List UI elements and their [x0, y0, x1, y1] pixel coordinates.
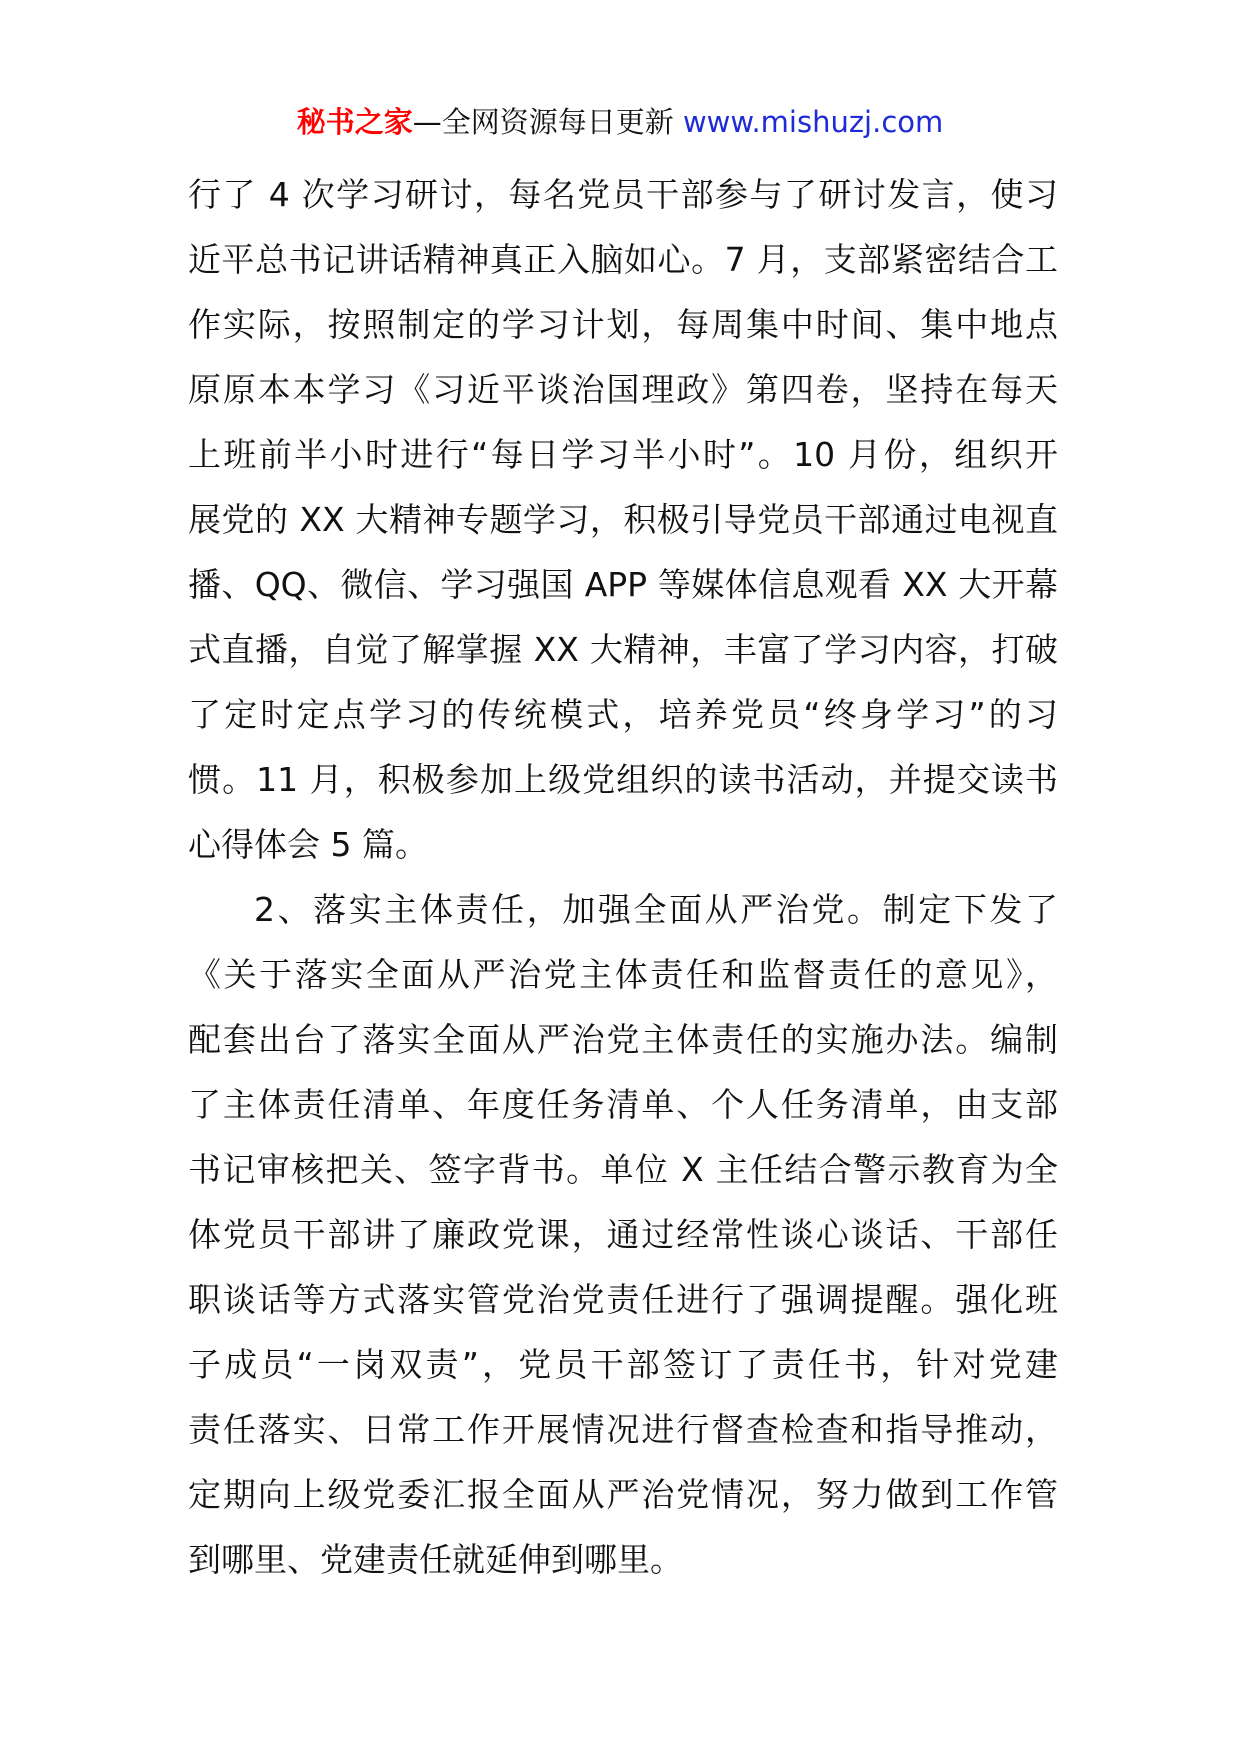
text-line: 配套出台了落实全面从严治党主体责任的实施办法。编制: [188, 1020, 1058, 1059]
site-header: [0, 100, 1240, 144]
text-line: 式直播，自觉了解掌握 XX 大精神，丰富了学习内容，打破: [188, 630, 1058, 669]
text-line: 定期向上级党委汇报全面从严治党情况，努力做到工作管: [188, 1475, 1058, 1514]
text-line-indented: 2、落实主体责任，加强全面从严治党。制定下发了: [254, 890, 1058, 929]
text-line: 作实际，按照制定的学习计划，每周集中时间、集中地点: [188, 305, 1058, 344]
text-line-last: 心得体会 5 篇。: [188, 825, 428, 864]
text-line: 行了 4 次学习研讨，每名党员干部参与了研讨发言，使习: [188, 175, 1058, 214]
text-line: 责任落实、日常工作开展情况进行督查检查和指导推动，: [188, 1410, 1058, 1449]
text-line: 上班前半小时进行“每日学习半小时”。10 月份，组织开: [188, 435, 1058, 474]
paragraph-1: [188, 162, 1058, 877]
site-url-link[interactable]: www.mishuzj.com: [682, 105, 944, 139]
text-line: 职谈话等方式落实管党治党责任进行了强调提醒。强化班: [188, 1280, 1058, 1319]
text-line: 展党的 XX 大精神专题学习，积极引导党员干部通过电视直: [188, 500, 1058, 539]
paragraph-2: [188, 877, 1058, 1592]
text-line: 《关于落实全面从严治党主体责任和监督责任的意见》，: [188, 955, 1058, 994]
text-line: 了定时定点学习的传统模式，培养党员“终身学习”的习: [188, 695, 1058, 734]
text-line: 原原本本学习《习近平谈治国理政》第四卷，坚持在每天: [188, 370, 1058, 409]
text-line: 了主体责任清单、年度任务清单、个人任务清单，由支部: [188, 1085, 1058, 1124]
text-line: 近平总书记讲话精神真正入脑如心。7 月，支部紧密结合工: [188, 240, 1058, 279]
text-line: 惯。11 月，积极参加上级党组织的读书活动，并提交读书: [188, 760, 1058, 799]
text-line: 书记审核把关、签字背书。单位 X 主任结合警示教育为全: [188, 1150, 1058, 1189]
document-body: [188, 162, 1058, 1592]
text-line: 播、QQ、微信、学习强国 APP 等媒体信息观看 XX 大开幕: [188, 565, 1058, 604]
site-brand: 秘书之家: [296, 105, 413, 139]
text-line: 体党员干部讲了廉政党课，通过经常性谈心谈话、干部任: [188, 1215, 1058, 1254]
site-tagline: —全网资源每日更新: [412, 105, 683, 139]
text-line: 子成员“一岗双责”，党员干部签订了责任书，针对党建: [188, 1345, 1058, 1384]
text-line-last: 到哪里、党建责任就延伸到哪里。: [188, 1540, 683, 1579]
